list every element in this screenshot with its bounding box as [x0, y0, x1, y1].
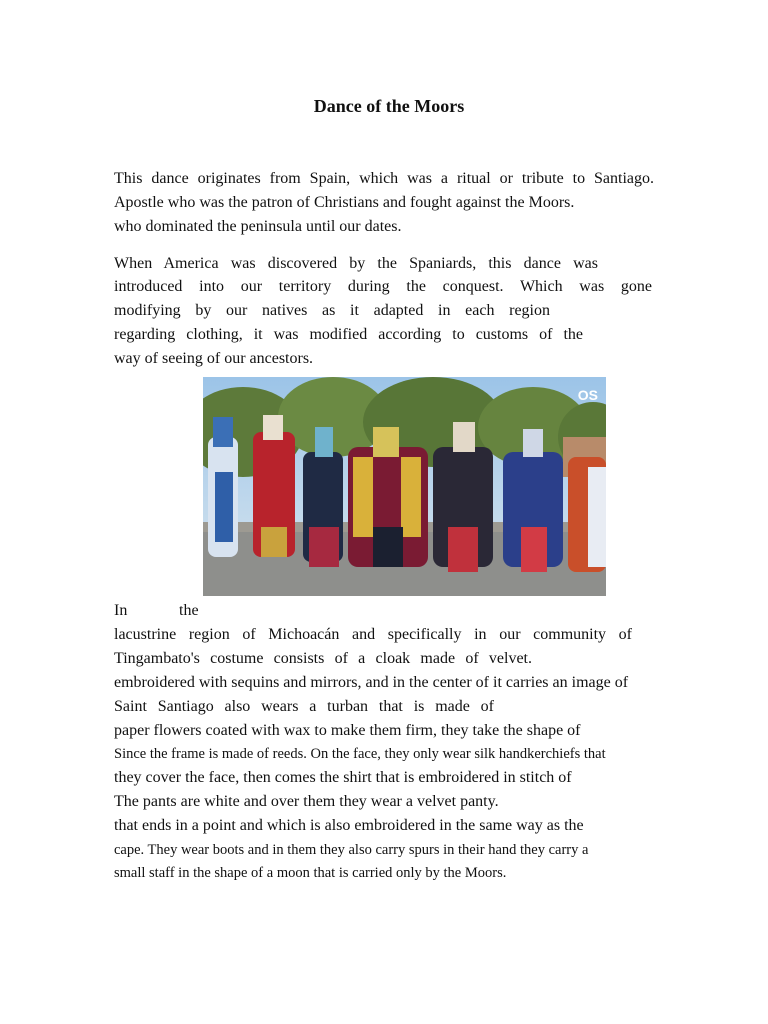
paragraph-2-line-2: introduced into our territory during the conquest. Which was gone	[114, 278, 652, 295]
paragraph-2-line-5: way of seeing of our ancestors.	[114, 350, 314, 367]
paragraph-3-line-10: cape. They wear boots and in them they also carry spurs in their hand they carry a	[114, 842, 589, 858]
document-title: Dance of the Moors	[313, 96, 465, 116]
paragraph-1-line-3: who dominated the peninsula until our dates.	[114, 218, 402, 235]
dancers-illustration	[203, 377, 606, 596]
paragraph-2-line-3: modifying by our natives as it adapted in each region	[114, 302, 550, 319]
paragraph-3-line-6: Since the frame is made of reeds. On the face, they only wear silk handkerchiefs that	[114, 746, 606, 762]
paragraph-3-line-9: that ends in a point and which is also embroidered in the same way as the	[114, 817, 584, 834]
paragraph-3-line-1: lacustrine region of Michoacán and specifically in our community of	[114, 626, 632, 643]
paragraph-3-word-in: In	[114, 602, 128, 619]
paragraph-3-line-2: Tingambato's costume consists of a cloak made of velvet.	[114, 650, 532, 667]
dancers-photo	[203, 377, 606, 596]
paragraph-3-line-5: paper flowers coated with wax to make them firm, they take the shape of	[114, 722, 581, 739]
paragraph-3-line-11: small staff in the shape of a moon that is carried only by the Moors.	[114, 865, 507, 881]
paragraph-1-line-1: This dance originates from Spain, which was a ritual or tribute to Santiago.	[114, 170, 654, 187]
paragraph-3-line-3: embroidered with sequins and mirrors, and in the center of it carries an image of	[114, 674, 629, 691]
photo-watermark: OS	[577, 387, 598, 403]
paragraph-3-line-8: The pants are white and over them they wear a velvet panty.	[114, 793, 499, 810]
paragraph-3-line-7: they cover the face, then comes the shirt that is embroidered in stitch of	[114, 769, 572, 786]
paragraph-2-line-4: regarding clothing, it was modified according to customs of the	[114, 326, 583, 343]
paragraph-2-line-1: When America was discovered by the Spaniards, this dance was	[114, 255, 598, 272]
paragraph-3-word-the: the	[179, 602, 199, 619]
paragraph-3-line-4: Saint Santiago also wears a turban that is made of	[114, 698, 494, 715]
paragraph-1-line-2: Apostle who was the patron of Christians and fought against the Moors.	[114, 194, 575, 211]
